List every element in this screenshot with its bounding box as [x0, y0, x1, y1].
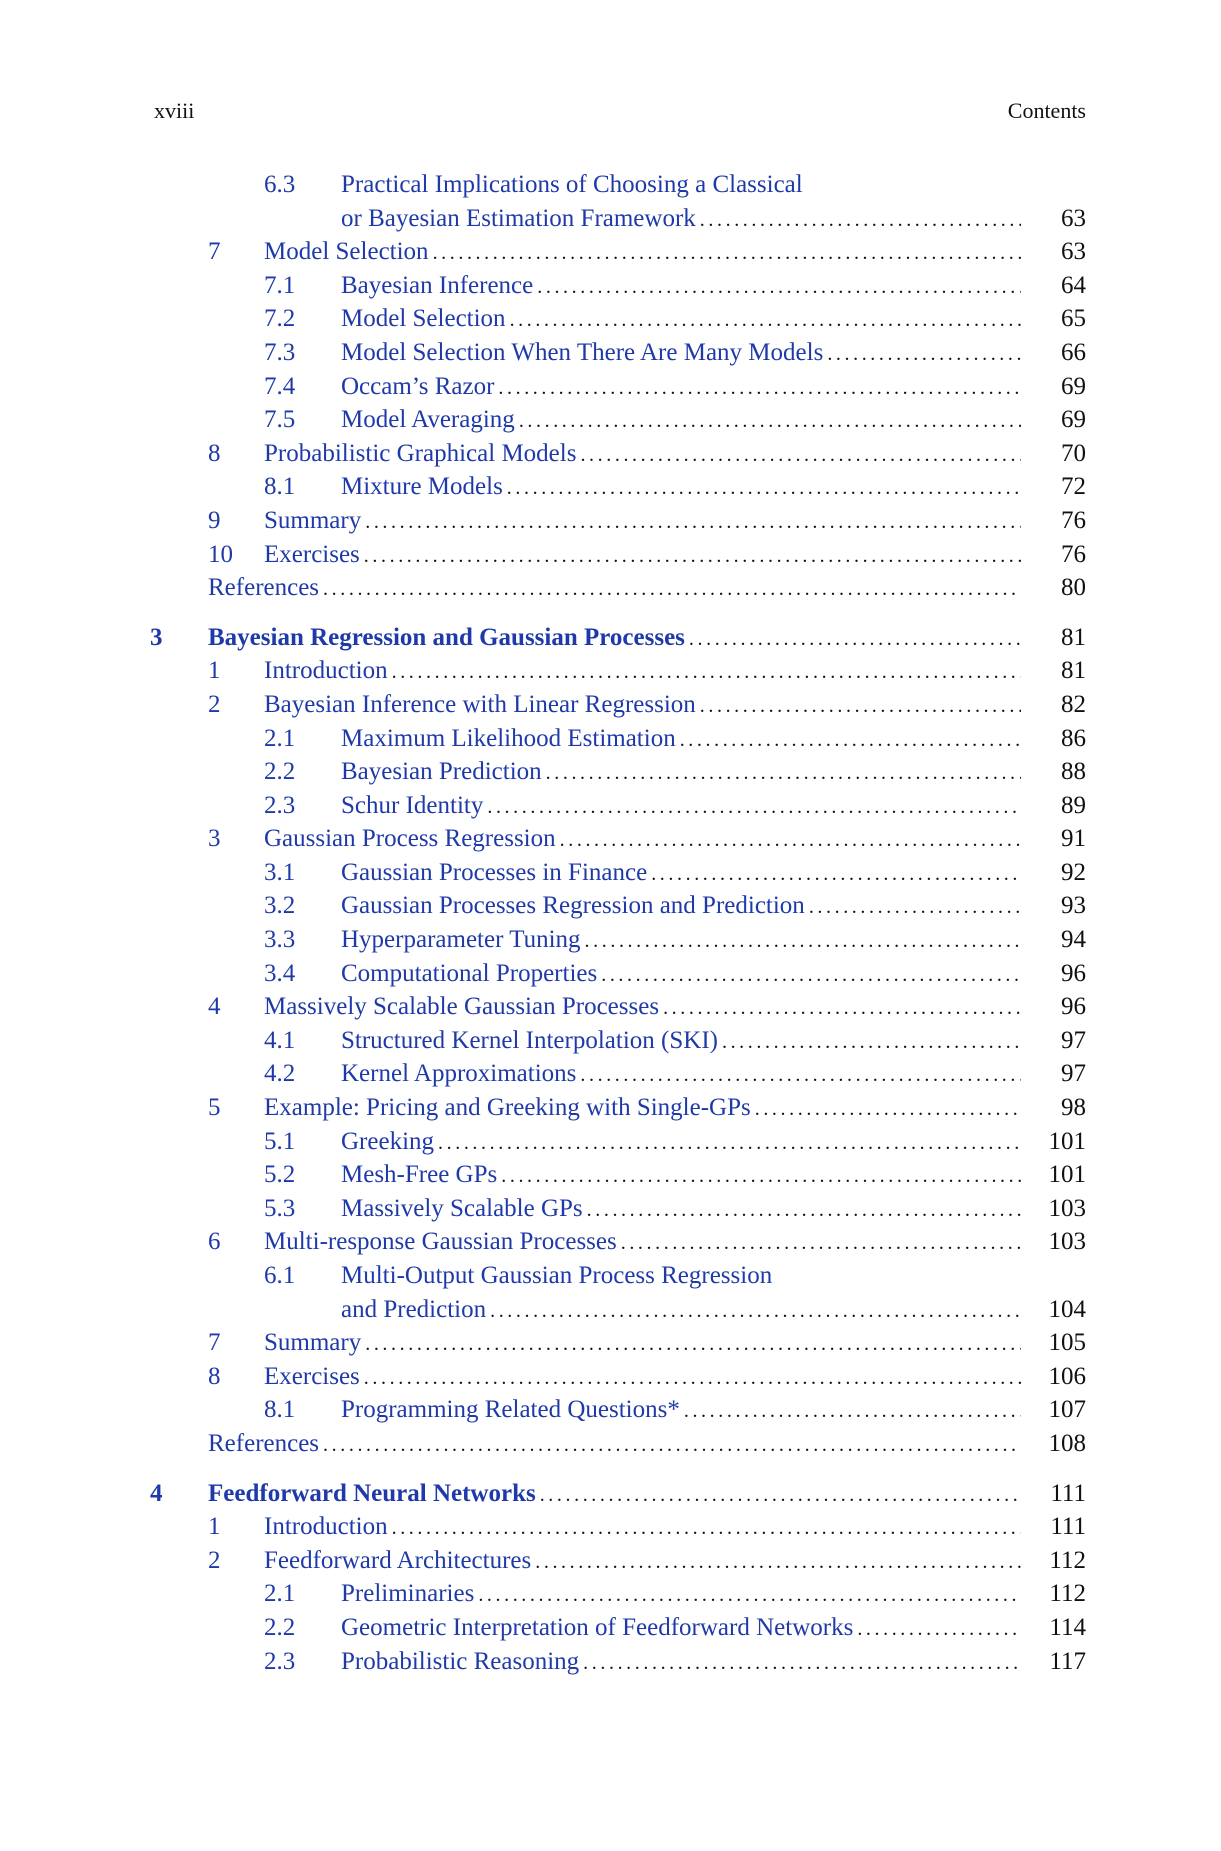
- toc-entry-title[interactable]: or Bayesian Estimation Framework: [341, 204, 696, 232]
- toc-entry-number: 2: [208, 690, 221, 718]
- toc-entry-title-wrap: [208, 571, 1021, 607]
- dot-leader: [319, 573, 1021, 607]
- toc-entry-title[interactable]: Feedforward Neural Networks: [208, 1479, 536, 1507]
- dot-leader: [434, 1127, 1021, 1161]
- toc-entry-page: 97: [1061, 1060, 1086, 1088]
- toc-chapter-entry[interactable]: [0, 621, 1221, 655]
- toc-entry[interactable]: [0, 1326, 1221, 1360]
- toc-entry[interactable]: [0, 1510, 1221, 1544]
- toc-entry-title-wrap: [264, 1225, 1021, 1261]
- toc-entry-title[interactable]: Exercises: [264, 540, 360, 568]
- toc-entry-number: 6.3: [264, 171, 296, 198]
- toc-entry-title-wrap: [341, 168, 1021, 202]
- toc-entry-title[interactable]: Occam’s Razor: [341, 372, 495, 400]
- toc-entry-page: 70: [1061, 439, 1086, 467]
- toc-entry[interactable]: [0, 538, 1221, 572]
- dot-leader: [617, 1227, 1021, 1261]
- toc-entry-title-wrap: [341, 1024, 1021, 1060]
- toc-entry[interactable]: [0, 1057, 1221, 1091]
- toc-entry-number: 5.2: [264, 1161, 296, 1189]
- toc-entry-title-wrap: [341, 370, 1021, 406]
- toc-entry-number: 1: [208, 657, 221, 685]
- toc-entry-title[interactable]: Summary: [264, 506, 362, 534]
- toc-entry-title[interactable]: Gaussian Processes in Finance: [341, 858, 648, 886]
- toc-entry-title[interactable]: References: [208, 1429, 320, 1457]
- toc-entry-title-wrap: [264, 688, 1021, 724]
- dot-leader: [853, 1613, 1021, 1647]
- toc-entry-title[interactable]: Massively Scalable Gaussian Processes: [264, 993, 660, 1021]
- toc-entry[interactable]: [0, 856, 1221, 890]
- toc-entry-title-wrap: [264, 654, 1021, 690]
- toc-entry-title[interactable]: Structured Kernel Interpolation (SKI): [341, 1026, 718, 1054]
- toc-entry[interactable]: [0, 1393, 1221, 1427]
- toc-entry-title[interactable]: Gaussian Process Regression: [264, 825, 556, 853]
- toc-entry-number: 2.3: [264, 791, 296, 819]
- toc-entry-title[interactable]: Probabilistic Graphical Models: [264, 439, 577, 467]
- toc-entry-title[interactable]: Bayesian Prediction: [341, 758, 542, 786]
- toc-entry-title-wrap: [341, 470, 1021, 506]
- toc-entry-number: 5.3: [264, 1194, 296, 1222]
- toc-entry-page: 103: [1048, 1228, 1086, 1256]
- toc-entry-number: 8.1: [264, 473, 296, 501]
- toc-entry-page: 106: [1048, 1362, 1086, 1390]
- toc-entry-page: 111: [1050, 1513, 1086, 1541]
- toc-entry-title[interactable]: Bayesian Inference with Linear Regression: [264, 690, 696, 718]
- toc-entry[interactable]: [0, 1360, 1221, 1394]
- toc-entry-title[interactable]: Practical Implications of Choosing a Classical: [341, 171, 803, 198]
- toc-entry[interactable]: [0, 755, 1221, 789]
- dot-leader: [696, 204, 1021, 238]
- toc-entry-number: 2.2: [264, 1613, 296, 1641]
- toc-entry-title-wrap: [341, 1577, 1021, 1613]
- toc-entry-title-wrap: [341, 1645, 1021, 1681]
- dot-leader: [360, 540, 1021, 574]
- dot-leader: [583, 1194, 1021, 1228]
- toc-entry-number: 6: [208, 1228, 221, 1256]
- toc-entry[interactable]: [0, 470, 1221, 504]
- page-number: xviii: [154, 98, 195, 123]
- toc-entry-number: 2.1: [264, 1580, 296, 1608]
- toc-entry-title-wrap: [208, 1427, 1021, 1463]
- toc-entry-title[interactable]: Multi-response Gaussian Processes: [264, 1228, 617, 1256]
- dot-leader: [494, 372, 1021, 406]
- toc-entry-title[interactable]: Preliminaries: [341, 1580, 475, 1608]
- toc-entry-title-wrap: [264, 1091, 1021, 1127]
- toc-entry-title-wrap: [264, 990, 1021, 1026]
- dot-leader: [360, 1362, 1021, 1396]
- toc-entry-number: 8.1: [264, 1396, 296, 1424]
- toc-entry-title-wrap: [341, 889, 1021, 925]
- toc-entry-title-wrap: [264, 1326, 1021, 1362]
- toc-entry-title[interactable]: Introduction: [264, 657, 388, 685]
- toc-entry[interactable]: [0, 990, 1221, 1024]
- toc-entry-page: 112: [1049, 1546, 1086, 1574]
- toc-entry-title-wrap: [341, 755, 1021, 791]
- toc-entry-title[interactable]: Multi-Output Gaussian Process Regression: [341, 1262, 773, 1289]
- toc-entry-page: 66: [1061, 338, 1086, 366]
- toc-entry-page: 91: [1061, 825, 1086, 853]
- toc-entry-title-wrap: [341, 1293, 1021, 1329]
- toc-entry-page: 92: [1061, 858, 1086, 886]
- toc-entry-page: 93: [1061, 892, 1086, 920]
- toc-entry-title-wrap: [264, 437, 1021, 473]
- toc-entry-title[interactable]: Example: Pricing and Greeking with Single-GPs: [264, 1094, 751, 1122]
- dot-leader: [388, 656, 1021, 690]
- toc-entry-number: 8: [208, 1362, 221, 1390]
- toc-entry-page: 64: [1061, 271, 1086, 299]
- toc-entry-number: 5: [208, 1094, 221, 1122]
- toc-entry[interactable]: [0, 370, 1221, 404]
- toc-entry[interactable]: [0, 822, 1221, 856]
- toc-entry-page: 69: [1061, 406, 1086, 434]
- toc-entry-title[interactable]: Mixture Models: [341, 473, 503, 501]
- toc-entry-title[interactable]: Computational Properties: [341, 959, 598, 987]
- toc-entry[interactable]: [0, 923, 1221, 957]
- toc-entry[interactable]: [0, 269, 1221, 303]
- toc-entry-title[interactable]: Massively Scalable GPs: [341, 1194, 583, 1222]
- toc-entry-page: 81: [1061, 623, 1086, 651]
- toc-entry-title-wrap: [341, 856, 1021, 892]
- toc-entry-title-wrap: [341, 1259, 1021, 1293]
- page-header: [154, 98, 1086, 128]
- toc-entry-title-wrap: [264, 1544, 1021, 1580]
- toc-entry-page: 96: [1061, 993, 1086, 1021]
- dot-leader: [751, 1093, 1021, 1127]
- dot-leader: [542, 757, 1021, 791]
- toc-entry-number: 6.1: [264, 1262, 296, 1289]
- dot-leader: [503, 472, 1021, 506]
- dot-leader: [515, 405, 1021, 439]
- toc-entry[interactable]: [0, 336, 1221, 370]
- dot-leader: [685, 623, 1021, 657]
- toc-entry[interactable]: [0, 1544, 1221, 1578]
- toc-entry-title-wrap: [341, 789, 1021, 825]
- toc-entry-title-wrap: [264, 1510, 1021, 1546]
- toc-entry-title[interactable]: Probabilistic Reasoning: [341, 1647, 580, 1675]
- dot-leader: [676, 724, 1021, 758]
- dot-leader: [533, 271, 1021, 305]
- dot-leader: [388, 1512, 1021, 1546]
- toc-entry-page: 107: [1048, 1396, 1086, 1424]
- toc-entry[interactable]: [0, 1427, 1221, 1461]
- toc-entry-title-wrap: [341, 722, 1021, 758]
- toc-entry-number: 4: [208, 993, 221, 1021]
- toc-entry[interactable]: [0, 1225, 1221, 1259]
- toc-entry-number: 9: [208, 506, 221, 534]
- toc-entry-page: 86: [1061, 724, 1086, 752]
- toc-entry[interactable]: [0, 688, 1221, 722]
- dot-leader: [696, 690, 1021, 724]
- toc-entry-title[interactable]: Greeking: [341, 1127, 435, 1155]
- toc-entry-page: 114: [1049, 1613, 1086, 1641]
- toc-entry-number: 1: [208, 1513, 221, 1541]
- toc-entry-title-wrap: [341, 269, 1021, 305]
- toc-entry-number: 3.1: [264, 858, 296, 886]
- toc-entry[interactable]: [0, 1259, 1221, 1293]
- toc-entry-number: 3.3: [264, 926, 296, 954]
- toc-entry-title[interactable]: Model Averaging: [341, 406, 515, 434]
- toc-entry-title[interactable]: Schur Identity: [341, 791, 484, 819]
- toc-entry-title[interactable]: Introduction: [264, 1513, 388, 1541]
- toc-entry-title[interactable]: Model Selection: [264, 238, 429, 266]
- dot-leader: [486, 1295, 1021, 1329]
- toc-entry[interactable]: [0, 1192, 1221, 1226]
- toc-entry-title-wrap: [208, 1477, 1021, 1513]
- toc-entry-page: 63: [1061, 204, 1086, 232]
- toc-entry-number: 4.1: [264, 1026, 296, 1054]
- dot-leader: [429, 237, 1021, 271]
- toc-entry-number: 2: [208, 1546, 221, 1574]
- toc-entry-title-wrap: [341, 1192, 1021, 1228]
- toc-entry[interactable]: [0, 1611, 1221, 1645]
- toc-entry[interactable]: [0, 957, 1221, 991]
- toc-entry-page: 94: [1061, 926, 1086, 954]
- toc-entry-number: 3: [150, 623, 163, 651]
- toc-entry-title[interactable]: Kernel Approximations: [341, 1060, 577, 1088]
- toc-entry-title-wrap: [341, 302, 1021, 338]
- toc-entry-page: 101: [1048, 1127, 1086, 1155]
- toc-entry-title-wrap: [341, 1057, 1021, 1093]
- toc-entry-number: 4: [150, 1479, 163, 1507]
- toc-entry-page: 82: [1061, 690, 1086, 718]
- toc-entry[interactable]: [0, 437, 1221, 471]
- toc-entry-title-wrap: [208, 621, 1021, 657]
- dot-leader: [531, 1546, 1021, 1580]
- toc-entry[interactable]: [0, 202, 1221, 236]
- dot-leader: [579, 1647, 1021, 1681]
- toc-entry[interactable]: [0, 1577, 1221, 1611]
- toc-entry-number: 3: [208, 825, 221, 853]
- toc-entry-title[interactable]: Model Selection When There Are Many Models: [341, 338, 824, 366]
- toc-entry[interactable]: [0, 1091, 1221, 1125]
- dot-leader: [680, 1395, 1021, 1429]
- toc-entry-page: 69: [1061, 372, 1086, 400]
- toc-entry[interactable]: [0, 789, 1221, 823]
- toc-entry-number: 2.2: [264, 758, 296, 786]
- toc-entry-number: 7.4: [264, 372, 296, 400]
- toc-entry[interactable]: [0, 235, 1221, 269]
- dot-leader: [581, 925, 1021, 959]
- toc-entry-page: 103: [1048, 1194, 1086, 1222]
- toc-entry-number: 5.1: [264, 1127, 296, 1155]
- toc-entry-title[interactable]: References: [208, 574, 320, 602]
- dot-leader: [576, 439, 1021, 473]
- toc-entry-page: 76: [1061, 506, 1086, 534]
- toc-entry-title[interactable]: Programming Related Questions*: [341, 1396, 680, 1424]
- toc-entry-page: 111: [1050, 1479, 1086, 1507]
- running-title: Contents: [1007, 98, 1086, 123]
- toc-entry-title[interactable]: Summary: [264, 1329, 362, 1357]
- toc-entry-page: 65: [1061, 305, 1086, 333]
- toc-chapter-entry[interactable]: [0, 1477, 1221, 1511]
- toc-entry-title-wrap: [341, 403, 1021, 439]
- toc-entry-number: 7: [208, 1329, 221, 1357]
- dot-leader: [483, 791, 1021, 825]
- toc-entry-title-wrap: [341, 1125, 1021, 1161]
- toc-entry[interactable]: [0, 722, 1221, 756]
- toc-entry[interactable]: [0, 168, 1221, 202]
- toc-entry-page: 104: [1048, 1295, 1086, 1323]
- toc-entry-page: 89: [1061, 791, 1086, 819]
- toc-entry[interactable]: [0, 504, 1221, 538]
- toc-entry-title[interactable]: Bayesian Inference: [341, 271, 534, 299]
- toc-entry-number: 7.5: [264, 406, 296, 434]
- dot-leader: [497, 1160, 1021, 1194]
- toc-entry-number: 3.4: [264, 959, 296, 987]
- toc-entry-title-wrap: [264, 538, 1021, 574]
- toc-entry-number: 7.1: [264, 271, 296, 299]
- toc-entry-title[interactable]: Maximum Likelihood Estimation: [341, 724, 676, 752]
- toc-entry-title[interactable]: and Prediction: [341, 1295, 487, 1323]
- toc-entry-title[interactable]: Mesh-Free GPs: [341, 1161, 498, 1189]
- toc-entry-title-wrap: [264, 235, 1021, 271]
- toc-entry-title[interactable]: Model Selection: [341, 305, 506, 333]
- toc-entry-number: 7.3: [264, 338, 296, 366]
- toc-entry-number: 8: [208, 439, 221, 467]
- dot-leader: [647, 858, 1021, 892]
- toc-entry-title-wrap: [341, 1393, 1021, 1429]
- toc-entry-number: 2.3: [264, 1647, 296, 1675]
- toc-entry[interactable]: [0, 1158, 1221, 1192]
- toc-entry-page: 76: [1061, 540, 1086, 568]
- toc-entry[interactable]: [0, 1024, 1221, 1058]
- dot-leader: [823, 338, 1021, 372]
- dot-leader: [718, 1026, 1021, 1060]
- toc-entry[interactable]: [0, 889, 1221, 923]
- toc-entry-page: 80: [1061, 574, 1086, 602]
- toc-entry-page: 105: [1048, 1329, 1086, 1357]
- dot-leader: [805, 891, 1021, 925]
- toc-entry-number: 2.1: [264, 724, 296, 752]
- toc-entry-title-wrap: [341, 202, 1021, 238]
- dot-leader: [576, 1059, 1021, 1093]
- dot-leader: [659, 992, 1021, 1026]
- toc-entry-page: 108: [1048, 1429, 1086, 1457]
- toc-entry-title-wrap: [341, 957, 1021, 993]
- toc-entry[interactable]: [0, 654, 1221, 688]
- toc-entry-title[interactable]: Feedforward Architectures: [264, 1546, 532, 1574]
- toc-entry-page: 112: [1049, 1580, 1086, 1608]
- toc-entry-page: 81: [1061, 657, 1086, 685]
- toc-entry-title[interactable]: Geometric Interpretation of Feedforward Networks: [341, 1613, 854, 1641]
- toc-entry[interactable]: [0, 1645, 1221, 1679]
- table-of-contents: [0, 168, 1221, 1678]
- toc-entry-page: 101: [1048, 1161, 1086, 1189]
- toc-entry-number: 7: [208, 238, 221, 266]
- toc-entry[interactable]: [0, 302, 1221, 336]
- toc-entry[interactable]: [0, 1293, 1221, 1327]
- dot-leader: [597, 959, 1021, 993]
- toc-entry-title[interactable]: Gaussian Processes Regression and Prediction: [341, 892, 805, 920]
- toc-entry-page: 117: [1049, 1647, 1086, 1675]
- dot-leader: [536, 1479, 1021, 1513]
- dot-leader: [361, 1328, 1021, 1362]
- toc-entry-title-wrap: [341, 1158, 1021, 1194]
- toc-entry-page: 98: [1061, 1094, 1086, 1122]
- toc-entry-page: 97: [1061, 1026, 1086, 1054]
- toc-entry-number: 4.2: [264, 1060, 296, 1088]
- toc-entry[interactable]: [0, 403, 1221, 437]
- toc-entry-number: 3.2: [264, 892, 296, 920]
- toc-entry-title[interactable]: Hyperparameter Tuning: [341, 926, 581, 954]
- toc-entry-title-wrap: [341, 336, 1021, 372]
- dot-leader: [556, 824, 1021, 858]
- toc-entry-title-wrap: [341, 923, 1021, 959]
- toc-entry-page: 72: [1061, 473, 1086, 501]
- toc-entry[interactable]: [0, 571, 1221, 605]
- toc-entry-title-wrap: [264, 1360, 1021, 1396]
- toc-entry-page: 96: [1061, 959, 1086, 987]
- dot-leader: [319, 1429, 1021, 1463]
- toc-entry[interactable]: [0, 1125, 1221, 1159]
- toc-entry-title-wrap: [264, 504, 1021, 540]
- toc-entry-title-wrap: [341, 1611, 1021, 1647]
- toc-entry-title-wrap: [264, 822, 1021, 858]
- toc-entry-page: 88: [1061, 758, 1086, 786]
- dot-leader: [506, 304, 1021, 338]
- dot-leader: [474, 1579, 1021, 1613]
- toc-entry-title[interactable]: Exercises: [264, 1362, 360, 1390]
- dot-leader: [361, 506, 1021, 540]
- toc-entry-page: 63: [1061, 238, 1086, 266]
- toc-entry-title[interactable]: Bayesian Regression and Gaussian Processes: [208, 623, 685, 651]
- toc-entry-number: 10: [208, 540, 233, 568]
- toc-entry-number: 7.2: [264, 305, 296, 333]
